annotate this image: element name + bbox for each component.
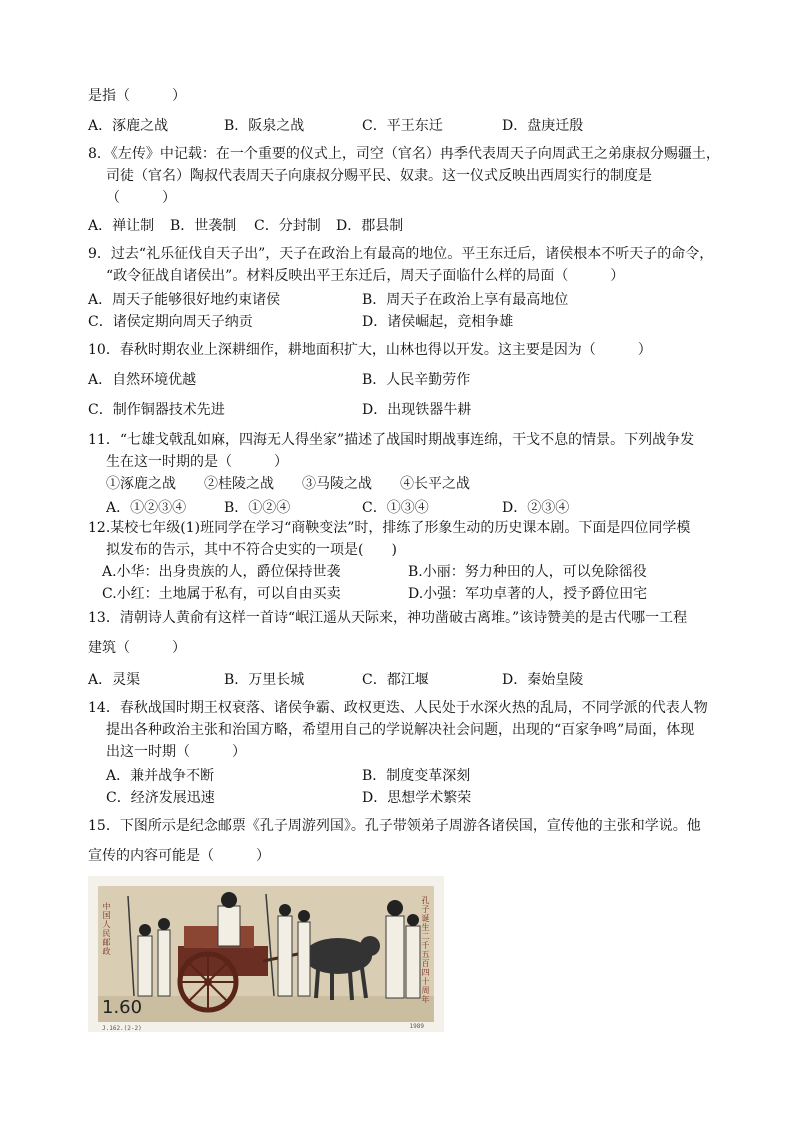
q12-option-d: D.小强：军功卓著的人，授予爵位田宅 [408,586,648,602]
q12-stem-2: 拟发布的告示，其中不符合史实的一项是( ) [106,542,397,558]
q14-stem-3: 出这一时期（ ） [106,744,246,760]
q12-option-a: A.小华：出身贵族的人，爵位保持世袭 [102,564,341,580]
q9-option-d: D．诸侯崛起，竞相争雄 [362,314,514,330]
q14-stem-1: 14．春秋战国时期王权衰落、诸侯争霸、政权更迭、人民处于水深火热的乱局，不同学派的代表人物 [88,700,708,716]
q14-stem-2: 提出各种政治主张和治国方略，希望用自己的学说解决社会问题，出现的“百家争鸣”局面，体现 [106,722,695,738]
q10-stem: 10．春秋时期农业上深耕细作，耕地面积扩大，山林也得以开发。这主要是因为（ ） [88,342,652,358]
q11-items: ①涿鹿之战 ②桂陵之战 ③马陵之战 ④长平之战 [106,476,470,492]
q8-option-d: D．郡县制 [336,218,404,234]
q9-option-c: C．诸侯定期向周天子纳贡 [88,314,253,330]
q15-stem-2: 宣传的内容可能是（ ） [88,848,270,864]
stamp-country-text: 中国人民邮政 [102,902,111,956]
q10-option-d: D．出现铁器牛耕 [362,402,472,418]
q7-tail: 是指（ ） [88,88,186,104]
q11-option-a: A．①②③④ [106,500,187,516]
q7-option-c: C．平王东迁 [362,118,443,134]
q8-stem-1: 8．《左传》中记载：在一个重要的仪式上，司空（官名）冉季代表周天子向周武王之弟康叔分赐疆土， [88,146,720,162]
q14-option-d: D．思想学术繁荣 [362,790,472,806]
q14-option-a: A．兼并战争不断 [106,768,215,784]
q11-stem-2: 生在这一时期的是（ ） [106,454,288,470]
q8-option-c: C．分封制 [254,218,321,234]
q8-option-b: B．世袭制 [170,218,237,234]
stamp-artwork [98,886,434,1022]
q12-option-c: C.小红：土地属于私有，可以自由买卖 [102,586,341,602]
q13-option-d: D．秦始皇陵 [502,672,584,688]
q7-option-d: D．盘庚迁殷 [502,118,584,134]
stamp-year: 1989 [409,1023,424,1030]
q11-option-b: B．①②④ [224,500,291,516]
q12-stem-1: 12.某校七年级(1)班同学在学习“商鞅变法”时，排练了形象生动的历史课本剧。下面是四位同学模 [88,520,691,536]
q11-stem-1: 11．“七雄戈戟乱如麻，四海无人得坐家”描述了战国时期战事连绵，干戈不息的情景。下列战争发 [88,432,695,448]
confucius-travel-illustration [98,886,434,1022]
q12-option-b: B.小丽：努力种田的人，可以免除徭役 [408,564,647,580]
stamp-title-text: 孔子诞生二千五百四十周年 [421,896,430,1004]
q9-stem-1: 9．过去“礼乐征伐自天子出”，天子在政治上有最高的地位。平王东迁后，诸侯根本不听天子的命令， [88,246,714,262]
q9-option-b: B．周天子在政治上享有最高地位 [362,292,569,308]
q9-stem-2: “政令征战自诸侯出”。材料反映出平王东迁后，周天子面临什么样的局面（ ） [106,268,625,284]
q13-option-b: B．万里长城 [224,672,305,688]
q10-option-c: C．制作铜器技术先进 [88,402,225,418]
q9-option-a: A．周天子能够很好地约束诸侯 [88,292,281,308]
q15-stem-1: 15．下图所示是纪念邮票《孔子周游列国》。孔子带领弟子周游各诸侯国，宣传他的主张和学说。他 [88,818,701,834]
q11-option-c: C．①③④ [362,500,429,516]
q13-option-c: C．都江堰 [362,672,429,688]
q8-stem-2: 司徒（官名）陶叔代表周天子向康叔分赐平民、奴隶。这一仪式反映出西周实行的制度是 [106,168,652,184]
stamp-image [88,876,444,1032]
q10-option-b: B．人民辛勤劳作 [362,372,471,388]
q14-option-b: B．制度变革深刻 [362,768,471,784]
q13-stem-2: 建筑（ ） [88,640,186,656]
q11-option-d: D．②③④ [502,500,570,516]
stamp-serial-code: J.162.(2-2) [102,1025,142,1032]
q8-option-a: A．禅让制 [88,218,155,234]
q10-option-a: A．自然环境优越 [88,372,197,388]
q7-option-b: B．阪泉之战 [224,118,305,134]
q7-option-a: A．涿鹿之战 [88,118,169,134]
stamp-face-value: 1.60 [102,997,143,1018]
q13-stem-1: 13．清朝诗人黄俞有这样一首诗“岷江遥从天际来，神功凿破古离堆。”该诗赞美的是古代哪一工程 [88,610,688,626]
q13-option-a: A．灵渠 [88,672,141,688]
q8-stem-3: （ ） [106,190,176,206]
q14-option-c: C．经济发展迅速 [106,790,215,806]
